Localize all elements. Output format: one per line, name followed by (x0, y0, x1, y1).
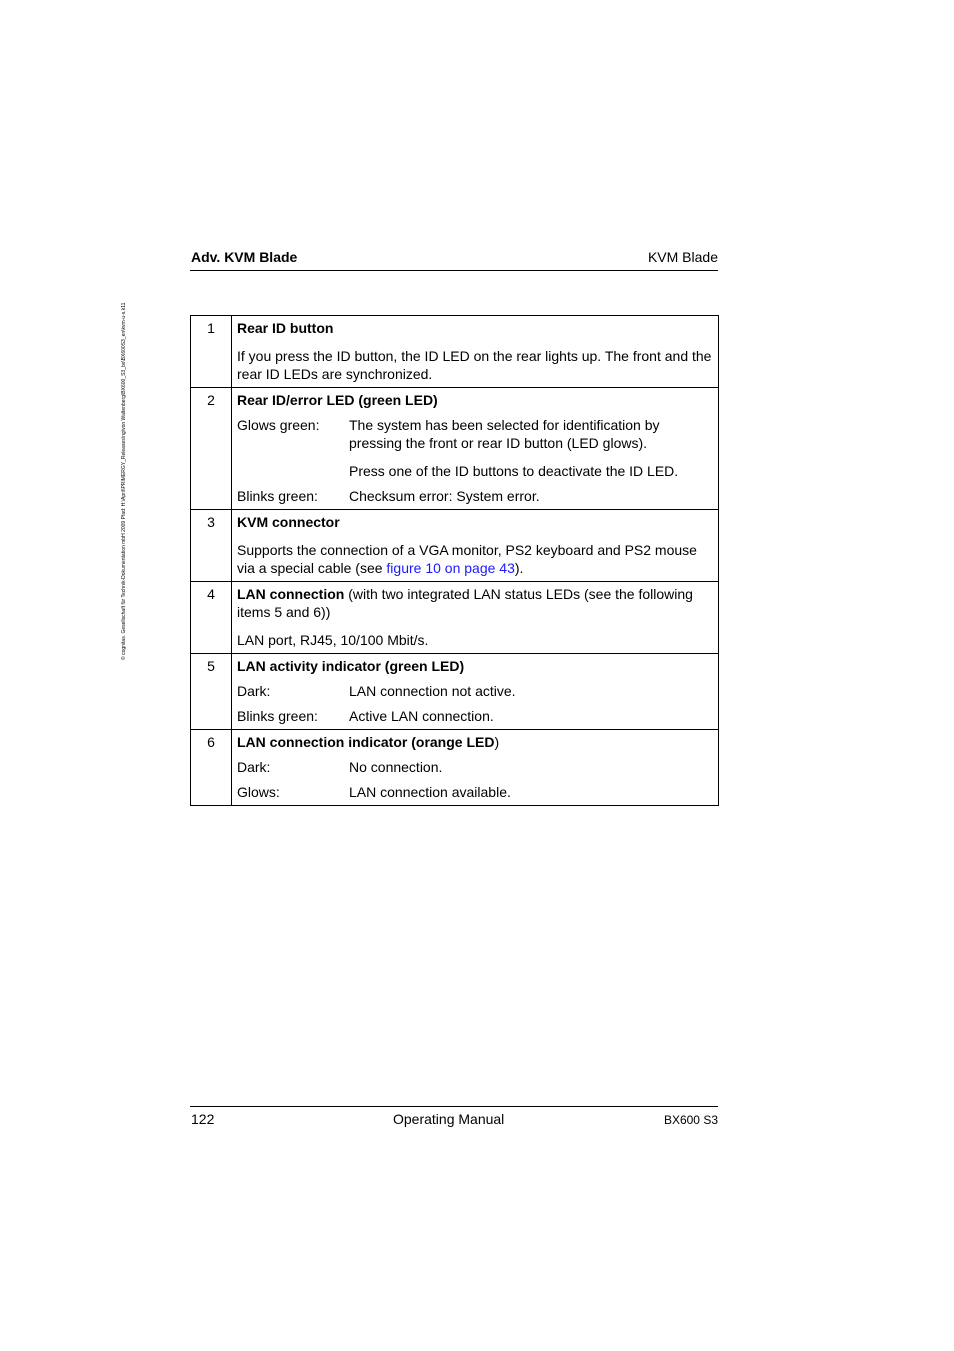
row-key: Dark: (237, 683, 271, 699)
item-row (237, 707, 714, 725)
row-key: Glows green: (237, 417, 320, 433)
item-body (232, 730, 719, 806)
item-text-after: ). (514, 560, 524, 576)
item-row (237, 682, 714, 700)
table-row (191, 582, 719, 654)
page-number: 122 (191, 1111, 215, 1127)
row-value: LAN connection available. (349, 784, 511, 800)
table-row (191, 388, 719, 510)
table-row (191, 510, 719, 582)
manual-title: Operating Manual (393, 1111, 505, 1127)
row-value: LAN connection not active. (349, 683, 516, 699)
item-title: Rear ID button (237, 320, 334, 336)
item-extra: Press one of the ID buttons to deactivate the ID LED. (349, 463, 679, 479)
item-title: LAN connection (237, 586, 345, 602)
item-row (237, 416, 714, 452)
row-value: No connection. (349, 759, 443, 775)
item-row (237, 783, 714, 801)
item-title: LAN connection indicator (orange LED (237, 734, 495, 750)
item-body (232, 388, 719, 510)
item-row (237, 758, 714, 776)
item-text: If you press the ID button, the ID LED on the rear lights up. The front and the rear ID LEDs are synchronized. (237, 348, 712, 382)
figure-link[interactable]: figure 10 on page 43 (386, 560, 515, 576)
item-body (232, 654, 719, 730)
item-title: KVM connector (237, 514, 340, 530)
item-text (237, 541, 714, 577)
item-row (237, 487, 714, 505)
row-key: Dark: (237, 759, 271, 775)
item-number: 6 (191, 730, 232, 806)
item-title-suffix: (with two integrated LAN status LEDs (see the following items 5 and 6)) (237, 586, 693, 620)
row-key: Blinks green: (237, 488, 318, 504)
table-row (191, 730, 719, 806)
item-text-before: Supports the connection of a VGA monitor, PS2 keyboard and PS2 mouse via a special cable (see (237, 542, 697, 576)
row-key: Glows: (237, 784, 280, 800)
item-number: 1 (191, 316, 232, 388)
item-heading (237, 585, 714, 621)
item-body (232, 582, 719, 654)
table-row (191, 654, 719, 730)
item-title: Rear ID/error LED (green LED) (237, 392, 438, 408)
item-number: 4 (191, 582, 232, 654)
item-body (232, 510, 719, 582)
items-table (190, 315, 719, 806)
item-number: 3 (191, 510, 232, 582)
item-number: 5 (191, 654, 232, 730)
row-value: Checksum error: System error. (349, 488, 540, 504)
side-note: © cognitas. Gesellschaft für Technik-Dokumentation mbH 2009 Pfad: H:\April\PRIMERGY_Releases\ng\von Waltenberg\BX600_S3_bx\BX600S3_en\kvm-u-s.k11 (121, 302, 127, 660)
row-value: The system has been selected for identification by pressing the front or rear ID button (LED glows). (349, 417, 660, 451)
header-chapter-title: KVM Blade (647, 249, 718, 265)
header-section-title: Adv. KVM Blade (191, 249, 298, 265)
page-header (190, 248, 718, 271)
table-row (191, 316, 719, 388)
item-text: LAN port, RJ45, 10/100 Mbit/s. (237, 632, 429, 648)
product-name: BX600 S3 (663, 1113, 718, 1127)
item-number: 2 (191, 388, 232, 510)
row-key: Blinks green: (237, 708, 318, 724)
item-body (232, 316, 719, 388)
row-value: Active LAN connection. (349, 708, 494, 724)
page-footer (190, 1106, 718, 1131)
item-title-suffix: ) (494, 734, 500, 750)
item-title: LAN activity indicator (green LED) (237, 658, 465, 674)
item-heading (237, 733, 714, 751)
